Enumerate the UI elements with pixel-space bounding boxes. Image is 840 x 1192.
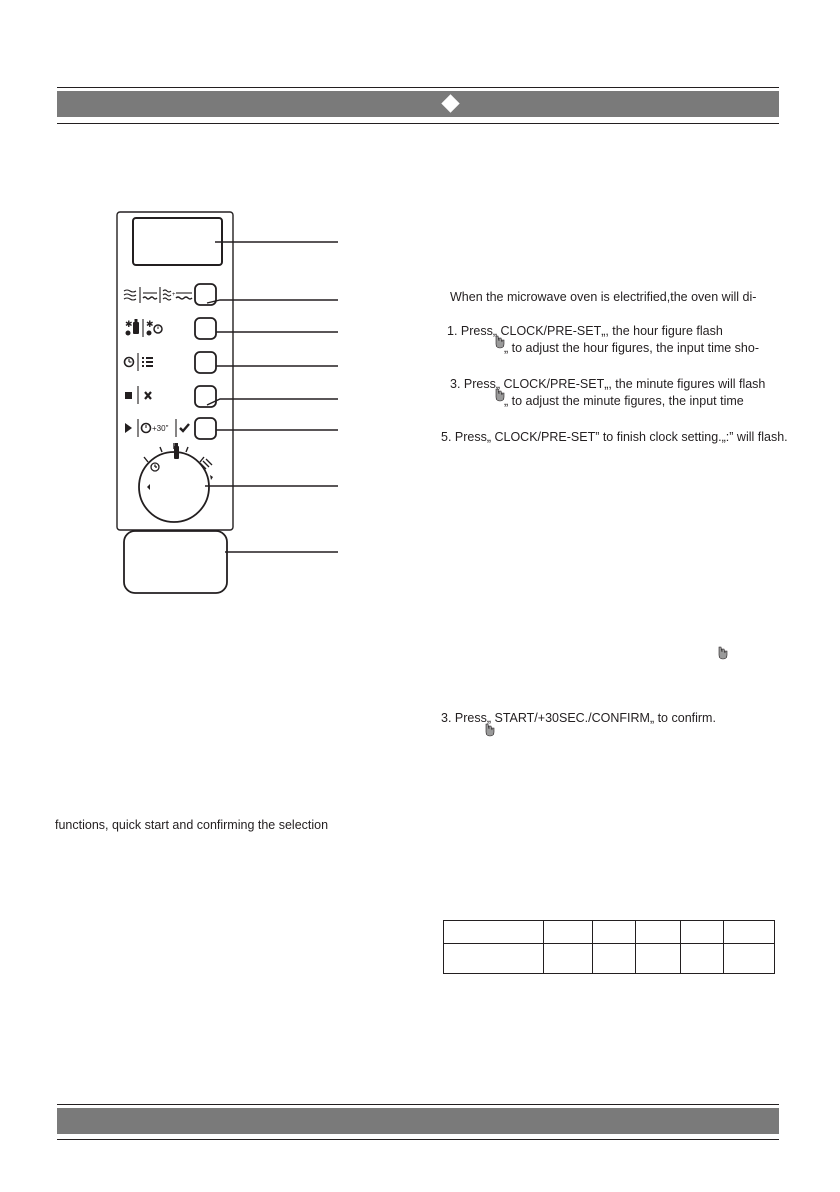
menu-list-icon bbox=[142, 357, 153, 367]
footer-rule-top bbox=[57, 1104, 779, 1105]
step-3-text: 3. Press„ CLOCK/PRE-SET„, the minute figures will flash bbox=[450, 377, 766, 391]
control-panel-diagram bbox=[0, 0, 420, 640]
knob-hand-icon bbox=[717, 646, 729, 660]
leader-row1 bbox=[207, 300, 338, 303]
clock-icon bbox=[125, 358, 134, 367]
step-1-continued-text: „ to adjust the hour figures, the input time sho- bbox=[504, 341, 759, 355]
intro-text: When the microwave oven is electrified,the oven will di- bbox=[450, 290, 757, 304]
auto-defrost-weight-icon bbox=[125, 319, 139, 336]
door-release-button bbox=[124, 531, 227, 593]
step-3-continued-text: „ to adjust the minute figures, the input time bbox=[504, 394, 744, 408]
grill-icon bbox=[143, 293, 157, 299]
auto-defrost-time-icon bbox=[146, 320, 162, 336]
svg-text:✱: ✱ bbox=[125, 320, 133, 330]
step-3-confirm-text: 3. Press„ START/+30SEC./CONFIRM„ to confirm. bbox=[441, 711, 716, 725]
button-auto-defrost bbox=[195, 318, 216, 339]
svg-text:+30": +30" bbox=[152, 424, 169, 433]
step-5-text: 5. Press„ CLOCK/PRE-SET” to finish clock setting.„:” will flash. bbox=[441, 430, 788, 444]
cancel-icon bbox=[145, 392, 151, 399]
empty-table bbox=[443, 920, 775, 974]
stop-icon bbox=[125, 392, 132, 399]
svg-text:+: + bbox=[172, 292, 176, 298]
confirm-check-icon bbox=[180, 424, 189, 431]
footer-band bbox=[57, 1108, 779, 1134]
step-1-text: 1. Press„ CLOCK/PRE-SET„, the hour figure flash bbox=[447, 324, 723, 338]
left-caption-text: functions, quick start and confirming the selection bbox=[55, 818, 329, 832]
knob-timer-icon bbox=[151, 463, 159, 471]
svg-text:✱: ✱ bbox=[146, 320, 154, 330]
leader-row4 bbox=[207, 399, 338, 405]
knob-weight-icon bbox=[174, 443, 179, 459]
button-stop-cancel bbox=[195, 386, 216, 407]
button-clock-menu bbox=[195, 352, 216, 373]
display-window bbox=[133, 218, 222, 265]
table-row bbox=[444, 921, 775, 944]
defrost-wave-icon bbox=[124, 290, 136, 300]
table-row bbox=[444, 944, 775, 974]
button-start-confirm bbox=[195, 418, 216, 439]
combi-wave-grill-icon bbox=[163, 290, 192, 300]
plus-30-seconds-icon bbox=[142, 424, 169, 434]
start-icon bbox=[125, 423, 132, 433]
footer-rule-bottom bbox=[57, 1139, 779, 1140]
knob-hand-icon bbox=[484, 723, 496, 737]
